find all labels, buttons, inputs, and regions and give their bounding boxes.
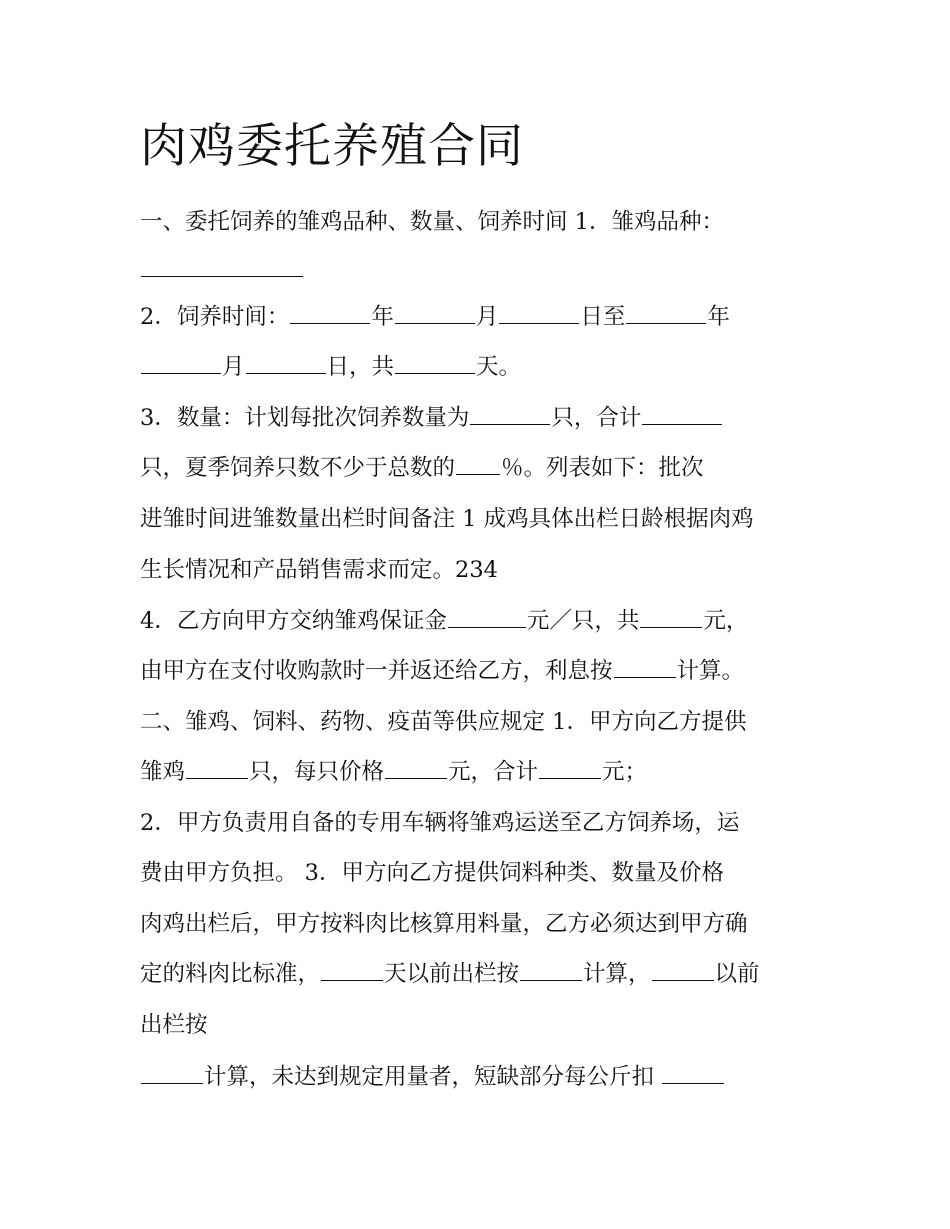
clause-1-4-deposit: 4．乙方向甲方交纳雏鸡保证金 元／只，共 元， bbox=[140, 608, 749, 634]
clause-2-heading: 二、雏鸡、饲料、药物、疫苗等供应规定 1．甲方向乙方提供 bbox=[140, 709, 747, 735]
blank-field bbox=[640, 607, 702, 628]
clause-2-3-deduction: 计算，未达到规定用量者，短缺部分每公斤扣 bbox=[140, 1062, 725, 1092]
blank-field bbox=[539, 758, 601, 779]
blank-field bbox=[246, 353, 326, 374]
clause-1-3-note: 生长情况和产品销售需求而定。234 bbox=[140, 557, 498, 583]
clause-1-2-period-cont: 月 日，共 天。 bbox=[140, 352, 521, 382]
clause-1-4-return: 由甲方在支付收购款时一并返还给乙方，利息按 计算。 bbox=[140, 658, 745, 684]
clause-2-3-standard: 定的料肉比标准， 天以前出栏按 计算， 以前 bbox=[140, 961, 760, 987]
blank-field bbox=[141, 353, 221, 374]
clause-1-3-summer: 只，夏季饲养只数不少于总数的 ％。列表如下：批次 bbox=[140, 455, 704, 481]
document-title: 肉鸡委托养殖合同 bbox=[140, 119, 524, 174]
blank-field bbox=[520, 960, 582, 981]
blank-field bbox=[448, 607, 526, 628]
clause-1-2-period: 2．饲养时间： 年 月 日至 年 bbox=[140, 304, 730, 330]
clause-1-heading: 一、委托饲养的雏鸡品种、数量、饲养时间 1．雏鸡品种： bbox=[140, 209, 724, 235]
blank-field bbox=[642, 404, 722, 425]
blank-field bbox=[470, 404, 550, 425]
clause-2-3-ratio: 肉鸡出栏后，甲方按料肉比核算用料量，乙方必须达到甲方确 bbox=[140, 911, 748, 937]
blank-field bbox=[614, 657, 676, 678]
clause-1-3-quantity: 3．数量：计划每批次饲养数量为 只，合计 bbox=[140, 403, 723, 433]
breed-blank-line bbox=[140, 255, 304, 285]
clause-1-3-table-header: 进雏时间进雏数量出栏时间备注 1 成鸡具体出栏日龄根据肉鸡 bbox=[140, 506, 754, 532]
blank-field bbox=[662, 1063, 724, 1084]
clause-2-2-transport: 2．甲方负责用自备的专用车辆将雏鸡运送至乙方饲养场，运 bbox=[140, 810, 740, 836]
clause-2-1-chicks: 雏鸡 只，每只价格 元，合计 元； bbox=[140, 759, 648, 785]
blank-field bbox=[395, 303, 475, 324]
clause-2-3-feed: 费由甲方负担。 3．甲方向乙方提供饲料种类、数量及价格 bbox=[140, 860, 724, 886]
blank-field bbox=[395, 353, 475, 374]
blank-field bbox=[186, 758, 248, 779]
blank-field bbox=[141, 256, 303, 277]
blank-field bbox=[290, 303, 370, 324]
blank-field bbox=[499, 303, 579, 324]
clause-2-3-slaughter: 出栏按 bbox=[140, 1012, 208, 1038]
blank-field bbox=[626, 303, 706, 324]
blank-field bbox=[141, 1063, 203, 1084]
blank-field bbox=[385, 758, 447, 779]
blank-field bbox=[456, 454, 500, 475]
blank-field bbox=[652, 960, 714, 981]
blank-field bbox=[321, 960, 383, 981]
